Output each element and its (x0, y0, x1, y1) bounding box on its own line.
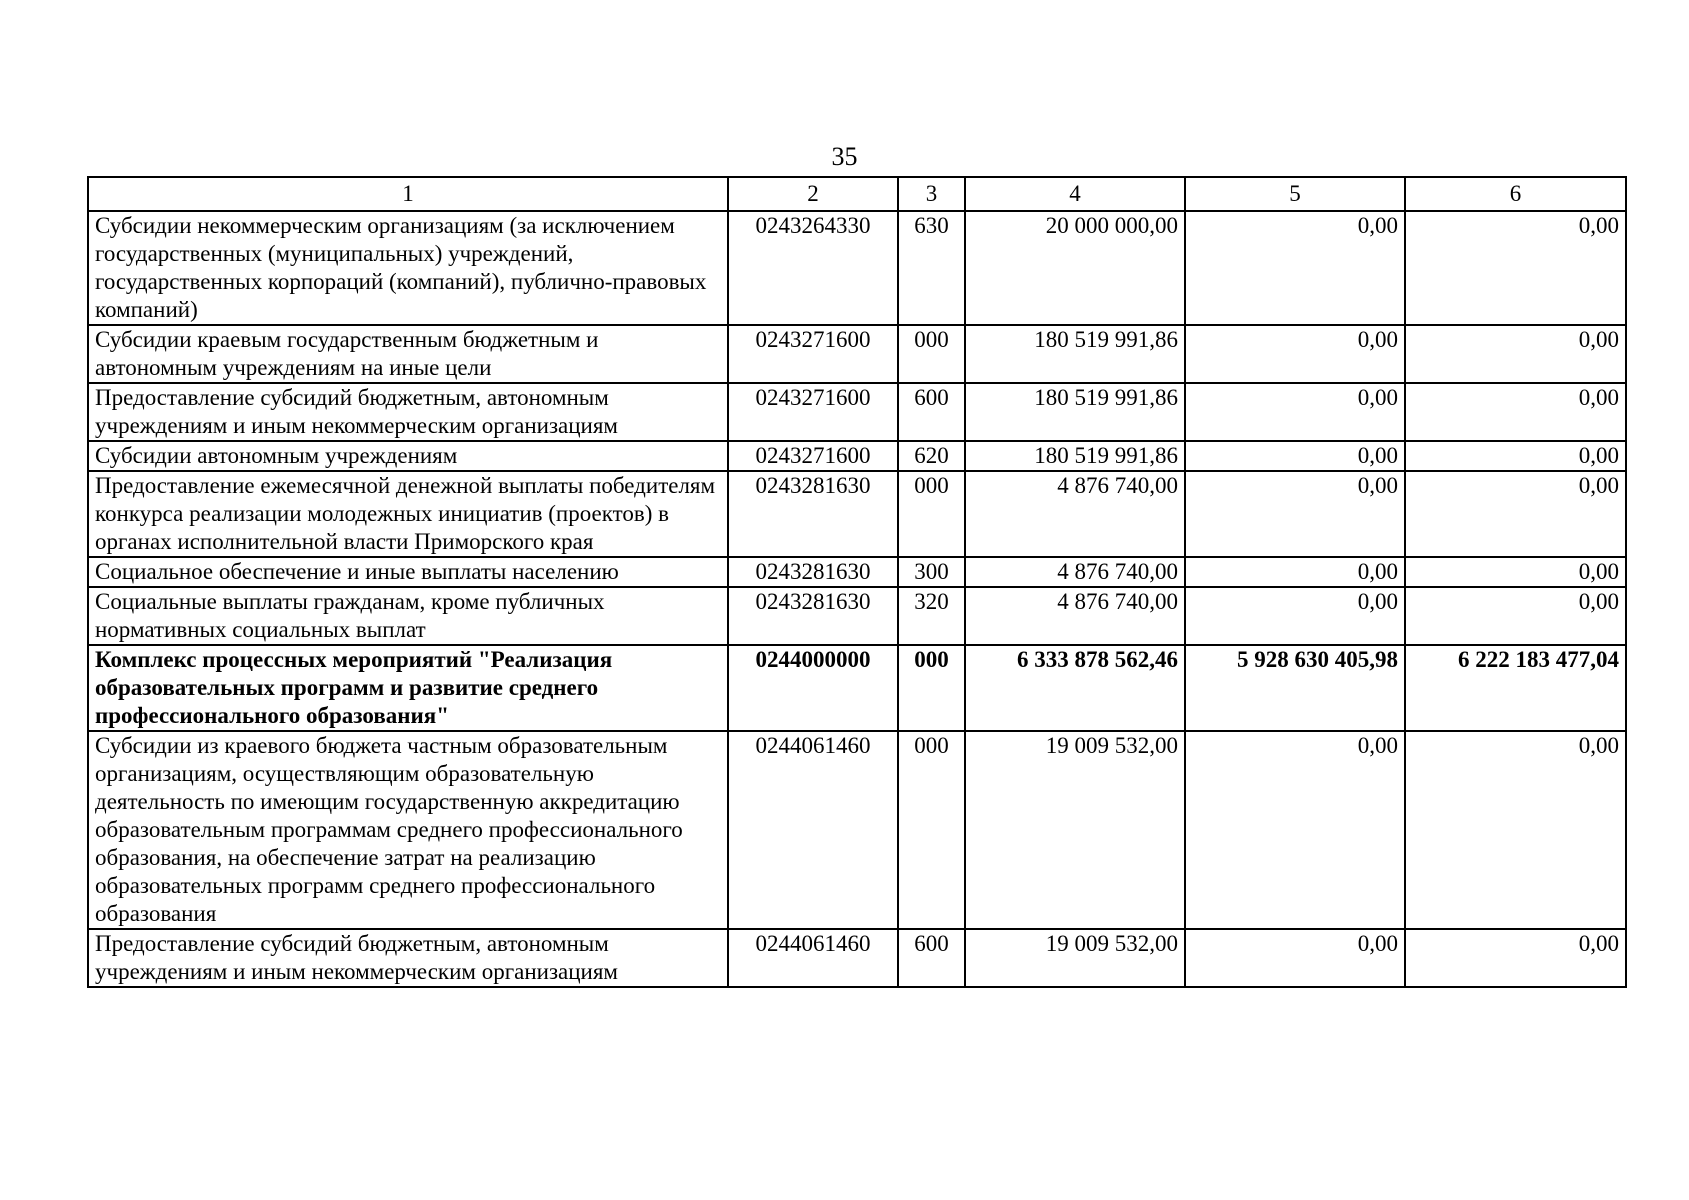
table-row (88, 211, 1626, 325)
table-row (88, 383, 1626, 441)
row-type: 000 (898, 325, 965, 383)
row-amount-col6: 0,00 (1405, 471, 1626, 557)
row-amount-col6: 0,00 (1405, 731, 1626, 929)
header-col-5: 5 (1185, 177, 1405, 211)
page-number: 35 (831, 142, 858, 171)
table-row (88, 587, 1626, 645)
row-code: 0243264330 (728, 211, 898, 325)
row-amount-col5: 5 928 630 405,98 (1185, 645, 1405, 731)
row-code: 0243271600 (728, 325, 898, 383)
header-col-3: 3 (898, 177, 965, 211)
row-name: Субсидии из краевого бюджета частным образовательным организациям, осуществляющим образовательную деятельность по имеющим государственную аккредитацию образовательным программам среднего профессионального образования, на обеспечение затрат на реализацию образовательных программ среднего профессионального образования (88, 731, 728, 929)
row-name: Предоставление ежемесячной денежной выплаты победителям конкурса реализации молодежных инициатив (проектов) в органах исполнительной власти Приморского края (88, 471, 728, 557)
row-amount-col4: 4 876 740,00 (965, 587, 1185, 645)
table-row (88, 557, 1626, 587)
row-code: 0243271600 (728, 383, 898, 441)
row-name: Субсидии автономным учреждениям (88, 441, 728, 471)
row-amount-col4: 4 876 740,00 (965, 557, 1185, 587)
table-row (88, 645, 1626, 731)
table-row (88, 731, 1626, 929)
row-amount-col6: 0,00 (1405, 929, 1626, 987)
row-name: Социальные выплаты гражданам, кроме публичных нормативных социальных выплат (88, 587, 728, 645)
header-col-1: 1 (88, 177, 728, 211)
header-col-2: 2 (728, 177, 898, 211)
row-type: 000 (898, 731, 965, 929)
row-amount-col5: 0,00 (1185, 557, 1405, 587)
row-code: 0244061460 (728, 929, 898, 987)
table-row (88, 325, 1626, 383)
row-amount-col4: 20 000 000,00 (965, 211, 1185, 325)
row-name: Субсидии некоммерческим организациям (за исключением государственных (муниципальных) учреждений, государственных корпораций (компаний), публично-правовых компаний) (88, 211, 728, 325)
row-type: 300 (898, 557, 965, 587)
row-name: Субсидии краевым государственным бюджетным и автономным учреждениям на иные цели (88, 325, 728, 383)
row-amount-col6: 0,00 (1405, 587, 1626, 645)
row-code: 0244000000 (728, 645, 898, 731)
row-amount-col4: 19 009 532,00 (965, 929, 1185, 987)
row-code: 0244061460 (728, 731, 898, 929)
row-amount-col5: 0,00 (1185, 211, 1405, 325)
row-amount-col5: 0,00 (1185, 929, 1405, 987)
header-row (88, 177, 1626, 211)
row-code: 0243281630 (728, 557, 898, 587)
row-amount-col4: 180 519 991,86 (965, 441, 1185, 471)
row-amount-col6: 6 222 183 477,04 (1405, 645, 1626, 731)
row-amount-col6: 0,00 (1405, 557, 1626, 587)
row-type: 630 (898, 211, 965, 325)
row-name: Социальное обеспечение и иные выплаты населению (88, 557, 728, 587)
table-row (88, 929, 1626, 987)
row-type: 000 (898, 471, 965, 557)
row-name: Предоставление субсидий бюджетным, автономным учреждениям и иным некоммерческим организациям (88, 383, 728, 441)
row-amount-col4: 19 009 532,00 (965, 731, 1185, 929)
row-code: 0243271600 (728, 441, 898, 471)
row-amount-col4: 180 519 991,86 (965, 383, 1185, 441)
row-amount-col4: 4 876 740,00 (965, 471, 1185, 557)
header-col-4: 4 (965, 177, 1185, 211)
row-type: 320 (898, 587, 965, 645)
row-type: 600 (898, 929, 965, 987)
row-amount-col6: 0,00 (1405, 383, 1626, 441)
row-name: Предоставление субсидий бюджетным, автономным учреждениям и иным некоммерческим организациям (88, 929, 728, 987)
budget-table (87, 176, 1627, 988)
row-type: 620 (898, 441, 965, 471)
table-row (88, 441, 1626, 471)
row-amount-col4: 6 333 878 562,46 (965, 645, 1185, 731)
row-type: 600 (898, 383, 965, 441)
row-amount-col6: 0,00 (1405, 441, 1626, 471)
row-amount-col5: 0,00 (1185, 441, 1405, 471)
row-amount-col4: 180 519 991,86 (965, 325, 1185, 383)
row-code: 0243281630 (728, 587, 898, 645)
row-amount-col5: 0,00 (1185, 383, 1405, 441)
row-amount-col5: 0,00 (1185, 471, 1405, 557)
row-amount-col5: 0,00 (1185, 325, 1405, 383)
header-col-6: 6 (1405, 177, 1626, 211)
row-amount-col5: 0,00 (1185, 587, 1405, 645)
table-row (88, 471, 1626, 557)
row-amount-col6: 0,00 (1405, 211, 1626, 325)
row-amount-col6: 0,00 (1405, 325, 1626, 383)
row-code: 0243281630 (728, 471, 898, 557)
row-amount-col5: 0,00 (1185, 731, 1405, 929)
row-type: 000 (898, 645, 965, 731)
row-name: Комплекс процессных мероприятий "Реализация образовательных программ и развитие среднего профессионального образования" (88, 645, 728, 731)
